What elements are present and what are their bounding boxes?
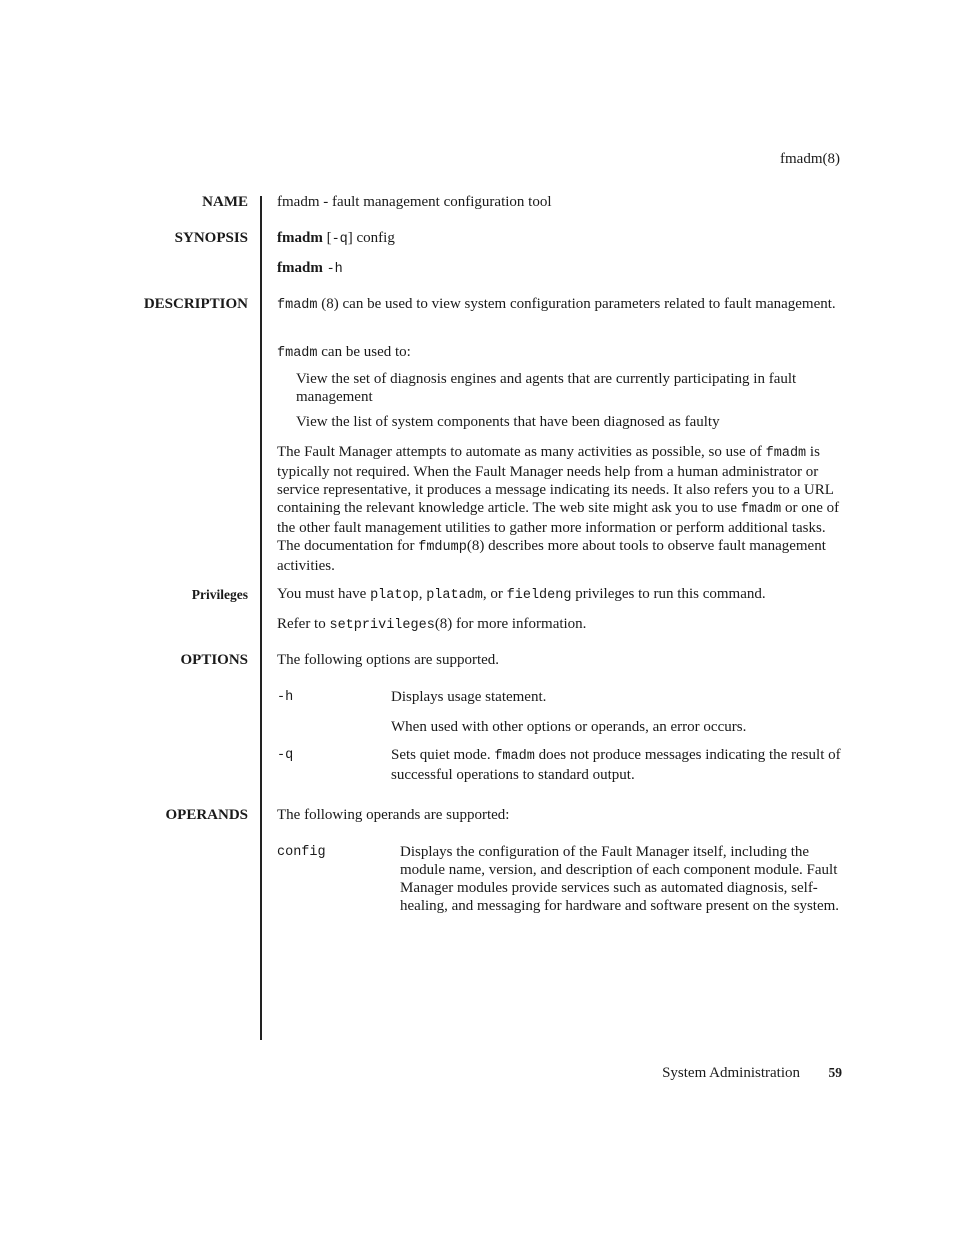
synopsis-flag-q: -q — [331, 232, 348, 247]
option-q-description — [391, 746, 843, 784]
paragraph-text: can be used to: — [317, 344, 411, 360]
command-name: fmadm — [494, 749, 535, 764]
options-intro: The following options are supported. — [277, 652, 500, 668]
privileges-paragraph-1 — [277, 585, 843, 605]
privilege-name: fieldeng — [506, 588, 572, 603]
synopsis-rest: ] config — [347, 230, 395, 246]
synopsis-command: fmadm — [277, 260, 323, 276]
command-name: fmdump — [418, 540, 467, 555]
footer-book-title: System Administration — [662, 1065, 800, 1081]
paragraph-text: privileges to run this command. — [571, 586, 766, 602]
section-heading-options: OPTIONS — [180, 652, 248, 668]
privilege-name: platadm — [426, 588, 483, 603]
operand-config-description: Displays the configuration of the Fault Manager itself, including the module name, version, and description of each component module. Fault Manager modules provide services such as automated diagnosis, self-healing, and messaging for hardware and software present on the system. — [400, 844, 840, 914]
subsection-heading-privileges: Privileges — [191, 587, 248, 602]
command-name: fmadm — [277, 346, 318, 361]
paragraph-text: Sets quiet mode. — [391, 747, 495, 763]
command-name: fmadm — [740, 502, 782, 517]
option-flag-h: -h — [277, 690, 294, 705]
operands-intro: The following operands are supported: — [277, 807, 510, 823]
paragraph-text: Refer to — [277, 616, 330, 632]
privilege-name: platop — [370, 588, 419, 603]
section-heading-synopsis: SYNOPSIS — [174, 230, 248, 246]
command-name: fmadm — [765, 446, 807, 461]
command-name: setprivileges — [329, 618, 435, 633]
description-list-item-1: View the set of diagnosis engines and agents that are currently participating in fault management — [296, 371, 797, 405]
paragraph-text: You must have — [277, 586, 371, 602]
paragraph-text: or one of the other fault management utilities to gather more information or perform additional tasks. The documentation for — [277, 500, 840, 554]
paragraph-text: (8) describes more about tools to observe fault management activities. — [277, 538, 826, 574]
description-paragraph-1 — [277, 295, 843, 315]
privileges-paragraph-2 — [277, 615, 843, 635]
paragraph-text: The Fault Manager attempts to automate as many activities as possible, so use of — [277, 444, 766, 460]
paragraph-text: does not produce messages indicating the result of successful operations to standard output. — [391, 747, 841, 783]
section-heading-operands: OPERANDS — [165, 807, 248, 823]
margin-rule — [260, 196, 262, 1040]
option-h-note: When used with other options or operands, an error occurs. — [391, 719, 747, 735]
running-header: fmadm(8) — [780, 151, 840, 167]
synopsis-bracket: [ — [326, 230, 332, 246]
section-heading-name: NAME — [202, 194, 248, 210]
description-list-item-2: View the list of system components that have been diagnosed as faulty — [296, 414, 720, 430]
description-paragraph-3 — [277, 443, 843, 575]
paragraph-text: , or — [482, 586, 507, 602]
option-h-description: Displays usage statement. — [391, 689, 547, 705]
option-flag-q: -q — [277, 748, 294, 763]
description-paragraph-2 — [277, 343, 843, 363]
paragraph-text: (8) for more information. — [434, 616, 587, 632]
paragraph-text: , — [418, 586, 427, 602]
operand-config: config — [277, 845, 326, 860]
paragraph-text: is typically not required. When the Fault Manager needs help from a human administrator or service representative, it produces a message indicating its needs. It also refers you to a URL containing the relevant knowledge article. The web site might ask you to use — [277, 444, 834, 516]
section-heading-description: DESCRIPTION — [143, 296, 248, 312]
synopsis-flag-h: -h — [326, 262, 343, 277]
command-name: fmadm — [277, 298, 318, 313]
synopsis-line-1 — [277, 229, 843, 249]
paragraph-text: (8) can be used to view system configuration parameters related to fault management. — [317, 296, 836, 312]
synopsis-command: fmadm — [277, 230, 323, 246]
name-text: fmadm - fault management configuration tool — [277, 194, 552, 210]
synopsis-line-2 — [277, 259, 843, 279]
page-number: 59 — [828, 1065, 842, 1080]
